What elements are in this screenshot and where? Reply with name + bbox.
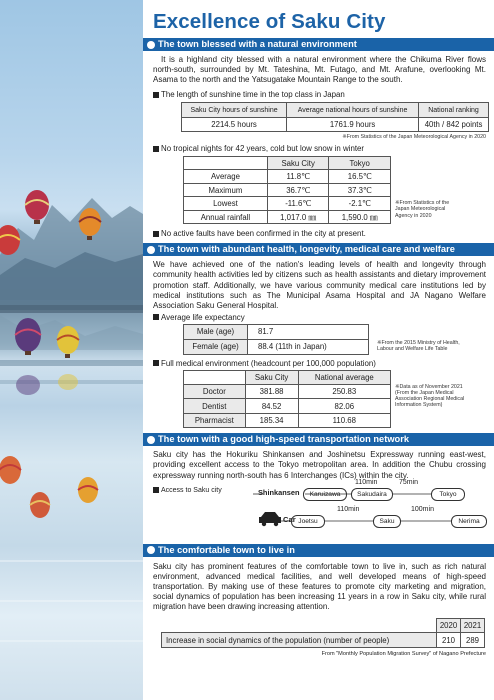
road-mode-label: Car bbox=[283, 514, 296, 524]
table-cell: 40th / 842 points bbox=[419, 118, 489, 132]
table-row-label: Annual rainfall bbox=[184, 210, 268, 224]
city-joetsu: Joetsu bbox=[291, 515, 325, 528]
table-cell: 289 bbox=[461, 633, 485, 648]
station-sakudaira: Sakudaira bbox=[351, 488, 393, 501]
life-expectancy-table bbox=[183, 324, 369, 355]
section-heading-text: The town blessed with a natural environment bbox=[158, 39, 357, 49]
section-natural-environment-heading bbox=[143, 38, 494, 51]
square-bullet-icon bbox=[153, 360, 159, 366]
sunshine-table bbox=[181, 102, 489, 132]
sunshine-subheading: The length of sunshine time in the top class in Japan bbox=[153, 90, 486, 99]
table-cell: 250.83 bbox=[298, 384, 390, 399]
natural-environment-intro: It is a highland city blessed with a natural environment where the Chikuma River flows north-south, surrounded by Mt. Tateshina, Mt. Futago, and Mt. Arafune, overlooking Mt. Asama to the north and the Yatsugatake Mountain Range to the south. bbox=[153, 55, 486, 85]
station-karuizawa: Karuizawa bbox=[303, 488, 347, 501]
rail-time-1: 110min bbox=[355, 478, 378, 486]
page-title: Excellence of Saku City bbox=[153, 10, 386, 33]
table-cell: 110.68 bbox=[298, 413, 390, 428]
station-tokyo: Tokyo bbox=[431, 488, 465, 501]
square-bullet-icon bbox=[153, 231, 159, 237]
bullet-icon bbox=[147, 41, 155, 49]
faults-subheading: No active faults have been confirmed in the city at present. bbox=[153, 229, 486, 238]
table-header: Saku City bbox=[245, 370, 298, 384]
bullet-icon bbox=[147, 546, 155, 554]
health-intro: We have achieved one of the nation's leading levels of health and longevity through community health activities led by citizens such as health assistants and dietary improvement promotion staff. Additionally, we have various community medical care institutions led by medical institutions such as The Municipal Asama Hospital and JA Nagano Welfare Association Saku General Hospital. bbox=[153, 260, 486, 310]
access-diagram bbox=[153, 478, 486, 538]
life-expectancy-row bbox=[153, 324, 486, 355]
table-cell: 81.7 bbox=[248, 324, 369, 339]
table-cell: 37.3℃ bbox=[329, 183, 391, 197]
table-cell: 185.34 bbox=[245, 413, 298, 428]
table-header: Tokyo bbox=[329, 157, 391, 170]
table-row-label: Female (age) bbox=[184, 339, 248, 354]
square-bullet-icon bbox=[153, 314, 159, 320]
table-header: 2020 bbox=[437, 619, 461, 633]
medical-table bbox=[183, 370, 391, 429]
table-cell: 82.06 bbox=[298, 399, 390, 414]
life-expectancy-source-note: ※From the 2015 Ministry of Health, Labour and Welfare Life Table bbox=[377, 339, 460, 352]
medical-row bbox=[153, 370, 486, 429]
section-comfortable-heading bbox=[143, 544, 494, 557]
section-heading-text: The town with a good high-speed transportation network bbox=[158, 434, 410, 445]
table-header: 2021 bbox=[461, 619, 485, 633]
transportation-intro: Saku city has the Hokuriku Shinkansen and Joshinetsu Expressway running east-west, providing excellent access to the Tokyo metropolitan area. In addition the Chubu crossing expressway running north-south has 6 Interchanges (ICs) within the city. bbox=[153, 450, 486, 480]
city-saku: Saku bbox=[373, 515, 401, 528]
climate-table bbox=[183, 156, 391, 224]
table-cell: 84.52 bbox=[245, 399, 298, 414]
road-time-2: 100min bbox=[411, 505, 434, 513]
section-heading-text: The comfortable town to live in bbox=[158, 544, 295, 555]
table-header: National average bbox=[298, 370, 390, 384]
square-bullet-icon bbox=[153, 92, 159, 98]
migration-table bbox=[161, 618, 485, 648]
table-row-label: Dentist bbox=[184, 399, 246, 414]
table-header: Saku City hours of sunshine bbox=[182, 103, 287, 118]
climate-subheading: No tropical nights for 42 years, cold but low snow in winter bbox=[153, 144, 486, 153]
section-health-heading bbox=[143, 243, 494, 256]
city-nerima: Nerima bbox=[451, 515, 487, 528]
table-header: Average national hours of sunshine bbox=[287, 103, 419, 118]
table-row-label: Increase in social dynamics of the population (number of people) bbox=[162, 633, 437, 648]
table-header: National ranking bbox=[419, 103, 489, 118]
climate-row bbox=[153, 156, 486, 224]
table-cell: 381.88 bbox=[245, 384, 298, 399]
migration-source-note: From "Monthly Population Migration Survey" of Nagano Prefecture bbox=[321, 651, 486, 658]
rail-mode-label: Shinkansen bbox=[258, 487, 300, 497]
main-content bbox=[143, 0, 494, 700]
table-cell: 11.8℃ bbox=[267, 170, 329, 184]
table-row-label: Maximum bbox=[184, 183, 268, 197]
table-row-label: Average bbox=[184, 170, 268, 184]
table-row-label: Male (age) bbox=[184, 324, 248, 339]
table-cell: -2.1℃ bbox=[329, 197, 391, 211]
road-time-1: 110min bbox=[337, 505, 360, 513]
table-cell: 16.5℃ bbox=[329, 170, 391, 184]
access-subheading: Access to Saku city bbox=[153, 487, 222, 494]
life-expectancy-subheading: Average life expectancy bbox=[153, 313, 486, 322]
climate-source-note: ※From Statistics of the Japan Meteorological Agency in 2020 bbox=[395, 200, 450, 219]
square-bullet-icon bbox=[153, 146, 159, 152]
table-row-label: Doctor bbox=[184, 384, 246, 399]
comfortable-intro: Saku city has prominent features of the comfortable town to live in, such as rich natural environment, advanced medical facilities, and well developed means of high-speed transportation. By making use of these features to promote city marketing and migration, social dynamics of population has been increasing 11 years in a row in Saku city, while rural migration have been drawing increasing attention. bbox=[153, 561, 486, 611]
table-cell: 1761.9 hours bbox=[287, 118, 419, 132]
hot-air-balloon-photo bbox=[0, 0, 143, 700]
table-row-label: Pharmacist bbox=[184, 413, 246, 428]
sunshine-source-note: ※From Statistics of the Japan Meteorological Agency in 2020 bbox=[342, 134, 486, 141]
table-cell: 210 bbox=[437, 633, 461, 648]
table-cell: 88.4 (11th in Japan) bbox=[248, 339, 369, 354]
table-cell: 1,590.0 ㎜ bbox=[329, 210, 391, 224]
bullet-icon bbox=[147, 436, 155, 444]
square-bullet-icon bbox=[153, 487, 159, 493]
car-icon bbox=[259, 512, 281, 526]
rail-time-2: 75min bbox=[399, 478, 419, 486]
table-header bbox=[184, 370, 246, 384]
table-header bbox=[184, 157, 268, 170]
table-cell: 36.7℃ bbox=[267, 183, 329, 197]
table-cell: 2214.5 hours bbox=[182, 118, 287, 132]
table-header: Saku City bbox=[267, 157, 329, 170]
table-row-label: Lowest bbox=[184, 197, 268, 211]
medical-subheading: Full medical environment (headcount per 100,000 population) bbox=[153, 359, 486, 368]
medical-source-note: ※Data as of November 2021 (From the Japan Medical Association Regional Medical Information System) bbox=[395, 383, 465, 409]
table-cell: 1,017.0 ㎜ bbox=[267, 210, 329, 224]
section-transportation-heading bbox=[143, 433, 494, 446]
section-heading-text: The town with abundant health, longevity, medical care and welfare bbox=[158, 244, 455, 255]
table-cell: -11.6℃ bbox=[267, 197, 329, 211]
bullet-icon bbox=[147, 246, 155, 254]
